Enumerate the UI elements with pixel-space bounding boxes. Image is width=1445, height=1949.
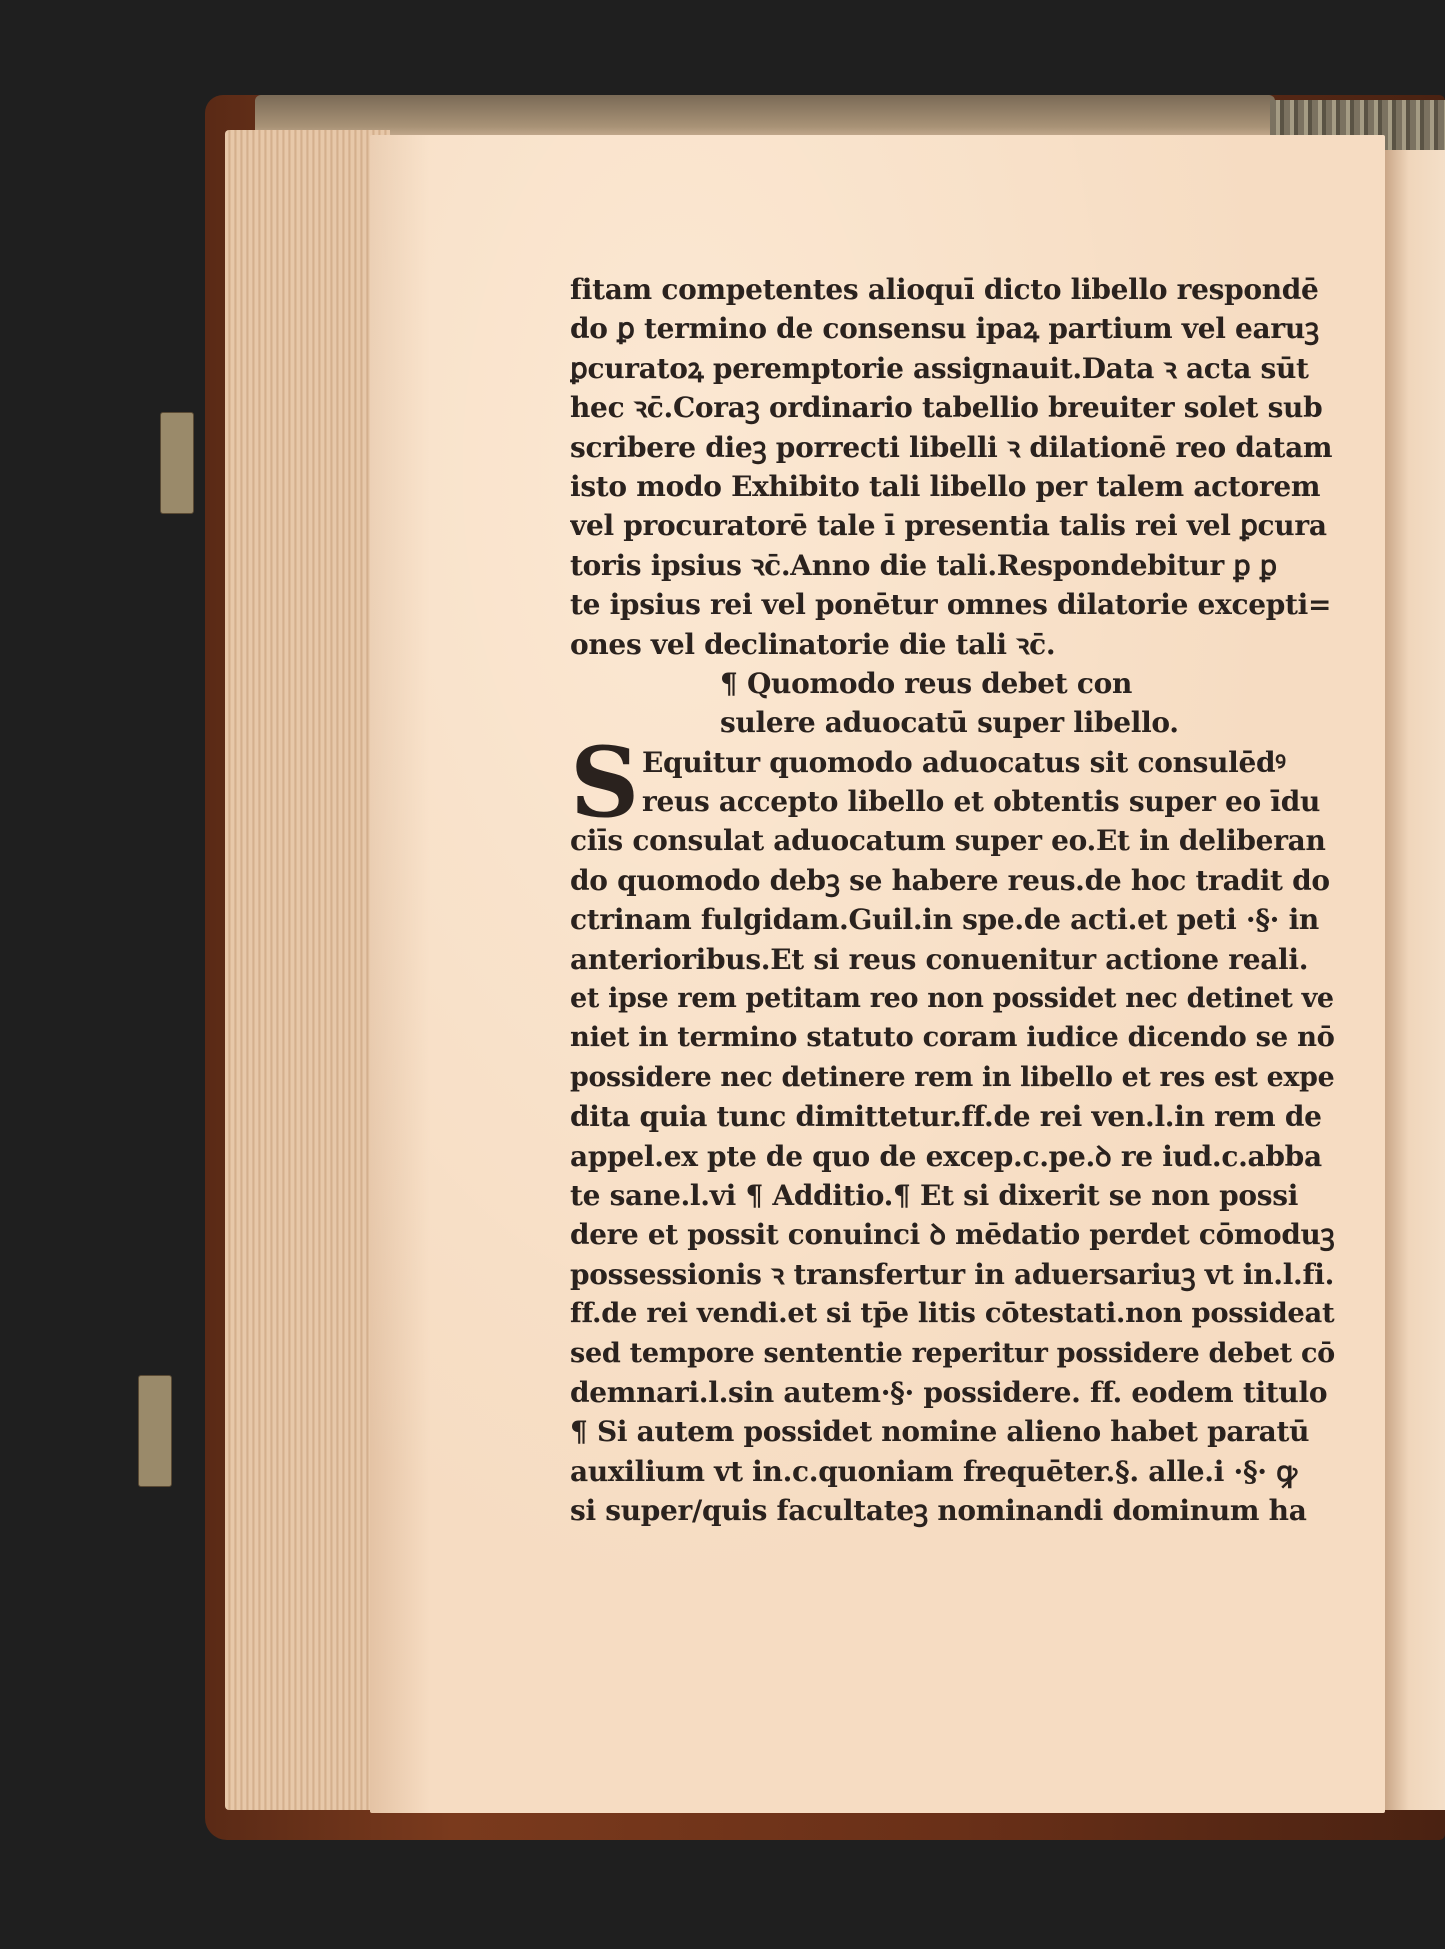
text-line: niet in termino statuto coram iudice dicendo se nō <box>570 1021 1335 1054</box>
text-line: toris ipsius ꝛc̄.Anno die tali.Respondebitur ꝑ ꝑ <box>570 548 1277 582</box>
text-line: dita quia tunc dimittetur.ff.de rei ven.l.in rem de <box>570 1100 1322 1134</box>
text-line: ciīs consulat aduocatum super eo.Et in deliberan <box>570 824 1326 858</box>
text-line: si super/quis facultateꝫ nominandi dominum ha <box>570 1494 1307 1528</box>
text-line: hec ꝛc̄.Coraꝫ ordinario tabellio breuiter solet sub <box>570 391 1323 425</box>
page-edges <box>225 130 390 1810</box>
text-line: ¶ Si autem possidet nomine alieno habet paratū <box>570 1415 1310 1449</box>
text-line: scribere dieꝫ porrecti libelli ꝛ dilationē reo datam <box>570 430 1333 464</box>
text-line: ctrinam fulgidam.Guil.in spe.de acti.et peti ·§· in <box>570 903 1319 937</box>
text-line: Equitur quomodo aduocatus sit consulēdꝰ <box>642 745 1286 779</box>
book-top-edge <box>255 95 1275 140</box>
text-line: vel procuratorē tale ī presentia talis rei vel ꝑcura <box>570 509 1327 543</box>
section-heading: sulere aduocatū super libello. <box>720 706 1179 740</box>
text-line: te sane.l.vi ¶ Additio.¶ Et si dixerit se non possi <box>570 1178 1299 1212</box>
clasp-lower <box>138 1375 172 1487</box>
text-line: possessionis ꝛ transfertur in aduersariuꝫ vt in.l.fi. <box>570 1257 1335 1291</box>
text-line: isto modo Exhibito tali libello per talem actorem <box>570 469 1321 503</box>
text-line: auxilium vt in.c.quoniam frequēter.§. alle.i ·§· ꝙ <box>570 1454 1297 1488</box>
text-line: et ipse rem petitam reo non possidet nec detinet ve <box>570 983 1334 1015</box>
text-line: possidere nec detinere rem in libello et res est expe <box>570 1061 1335 1093</box>
section-heading: ¶ Quomodo reus debet con <box>720 666 1133 700</box>
text-line: do ꝑ termino de consensu ipaꝝ partium vel earuꝫ <box>570 312 1319 346</box>
text-line: reus accepto libello et obtentis super eo īdu <box>642 785 1321 819</box>
text-line: dere et possit conuinci ꝺ mēdatio perdet cōmoduꝫ <box>570 1218 1335 1252</box>
text-line: ꝑcuratoꝝ peremptorie assignauit.Data ꝛ acta sūt <box>570 351 1309 385</box>
text-line: te ipsius rei vel ponētur omnes dilatorie excepti= <box>570 588 1332 622</box>
text-line: demnari.l.sin autem·§· possidere. ff. eodem titulo <box>570 1375 1328 1409</box>
page-text <box>570 270 1335 1531</box>
text-line: ones vel declinatorie die tali ꝛc̄. <box>570 627 1056 661</box>
clasp-upper <box>160 412 194 514</box>
text-line: appel.ex pte de quo de excep.c.pe.ꝺ re iud.c.abba <box>570 1139 1322 1173</box>
text-line: sed tempore sententie reperitur possidere debet cō <box>570 1337 1335 1369</box>
text-line: fitam competentes alioquī dicto libello respondē <box>570 273 1319 306</box>
text-line: ff.de rei vendi.et si tp̄e litis cōtestati.non possideat <box>570 1297 1335 1330</box>
drop-capital: S <box>570 726 640 839</box>
text-line: anterioribus.Et si reus conuenitur actione reali. <box>570 942 1309 976</box>
text-line: do quomodo debꝫ se habere reus.de hoc tradit do <box>570 863 1330 897</box>
facing-page-edge <box>1385 150 1445 1810</box>
